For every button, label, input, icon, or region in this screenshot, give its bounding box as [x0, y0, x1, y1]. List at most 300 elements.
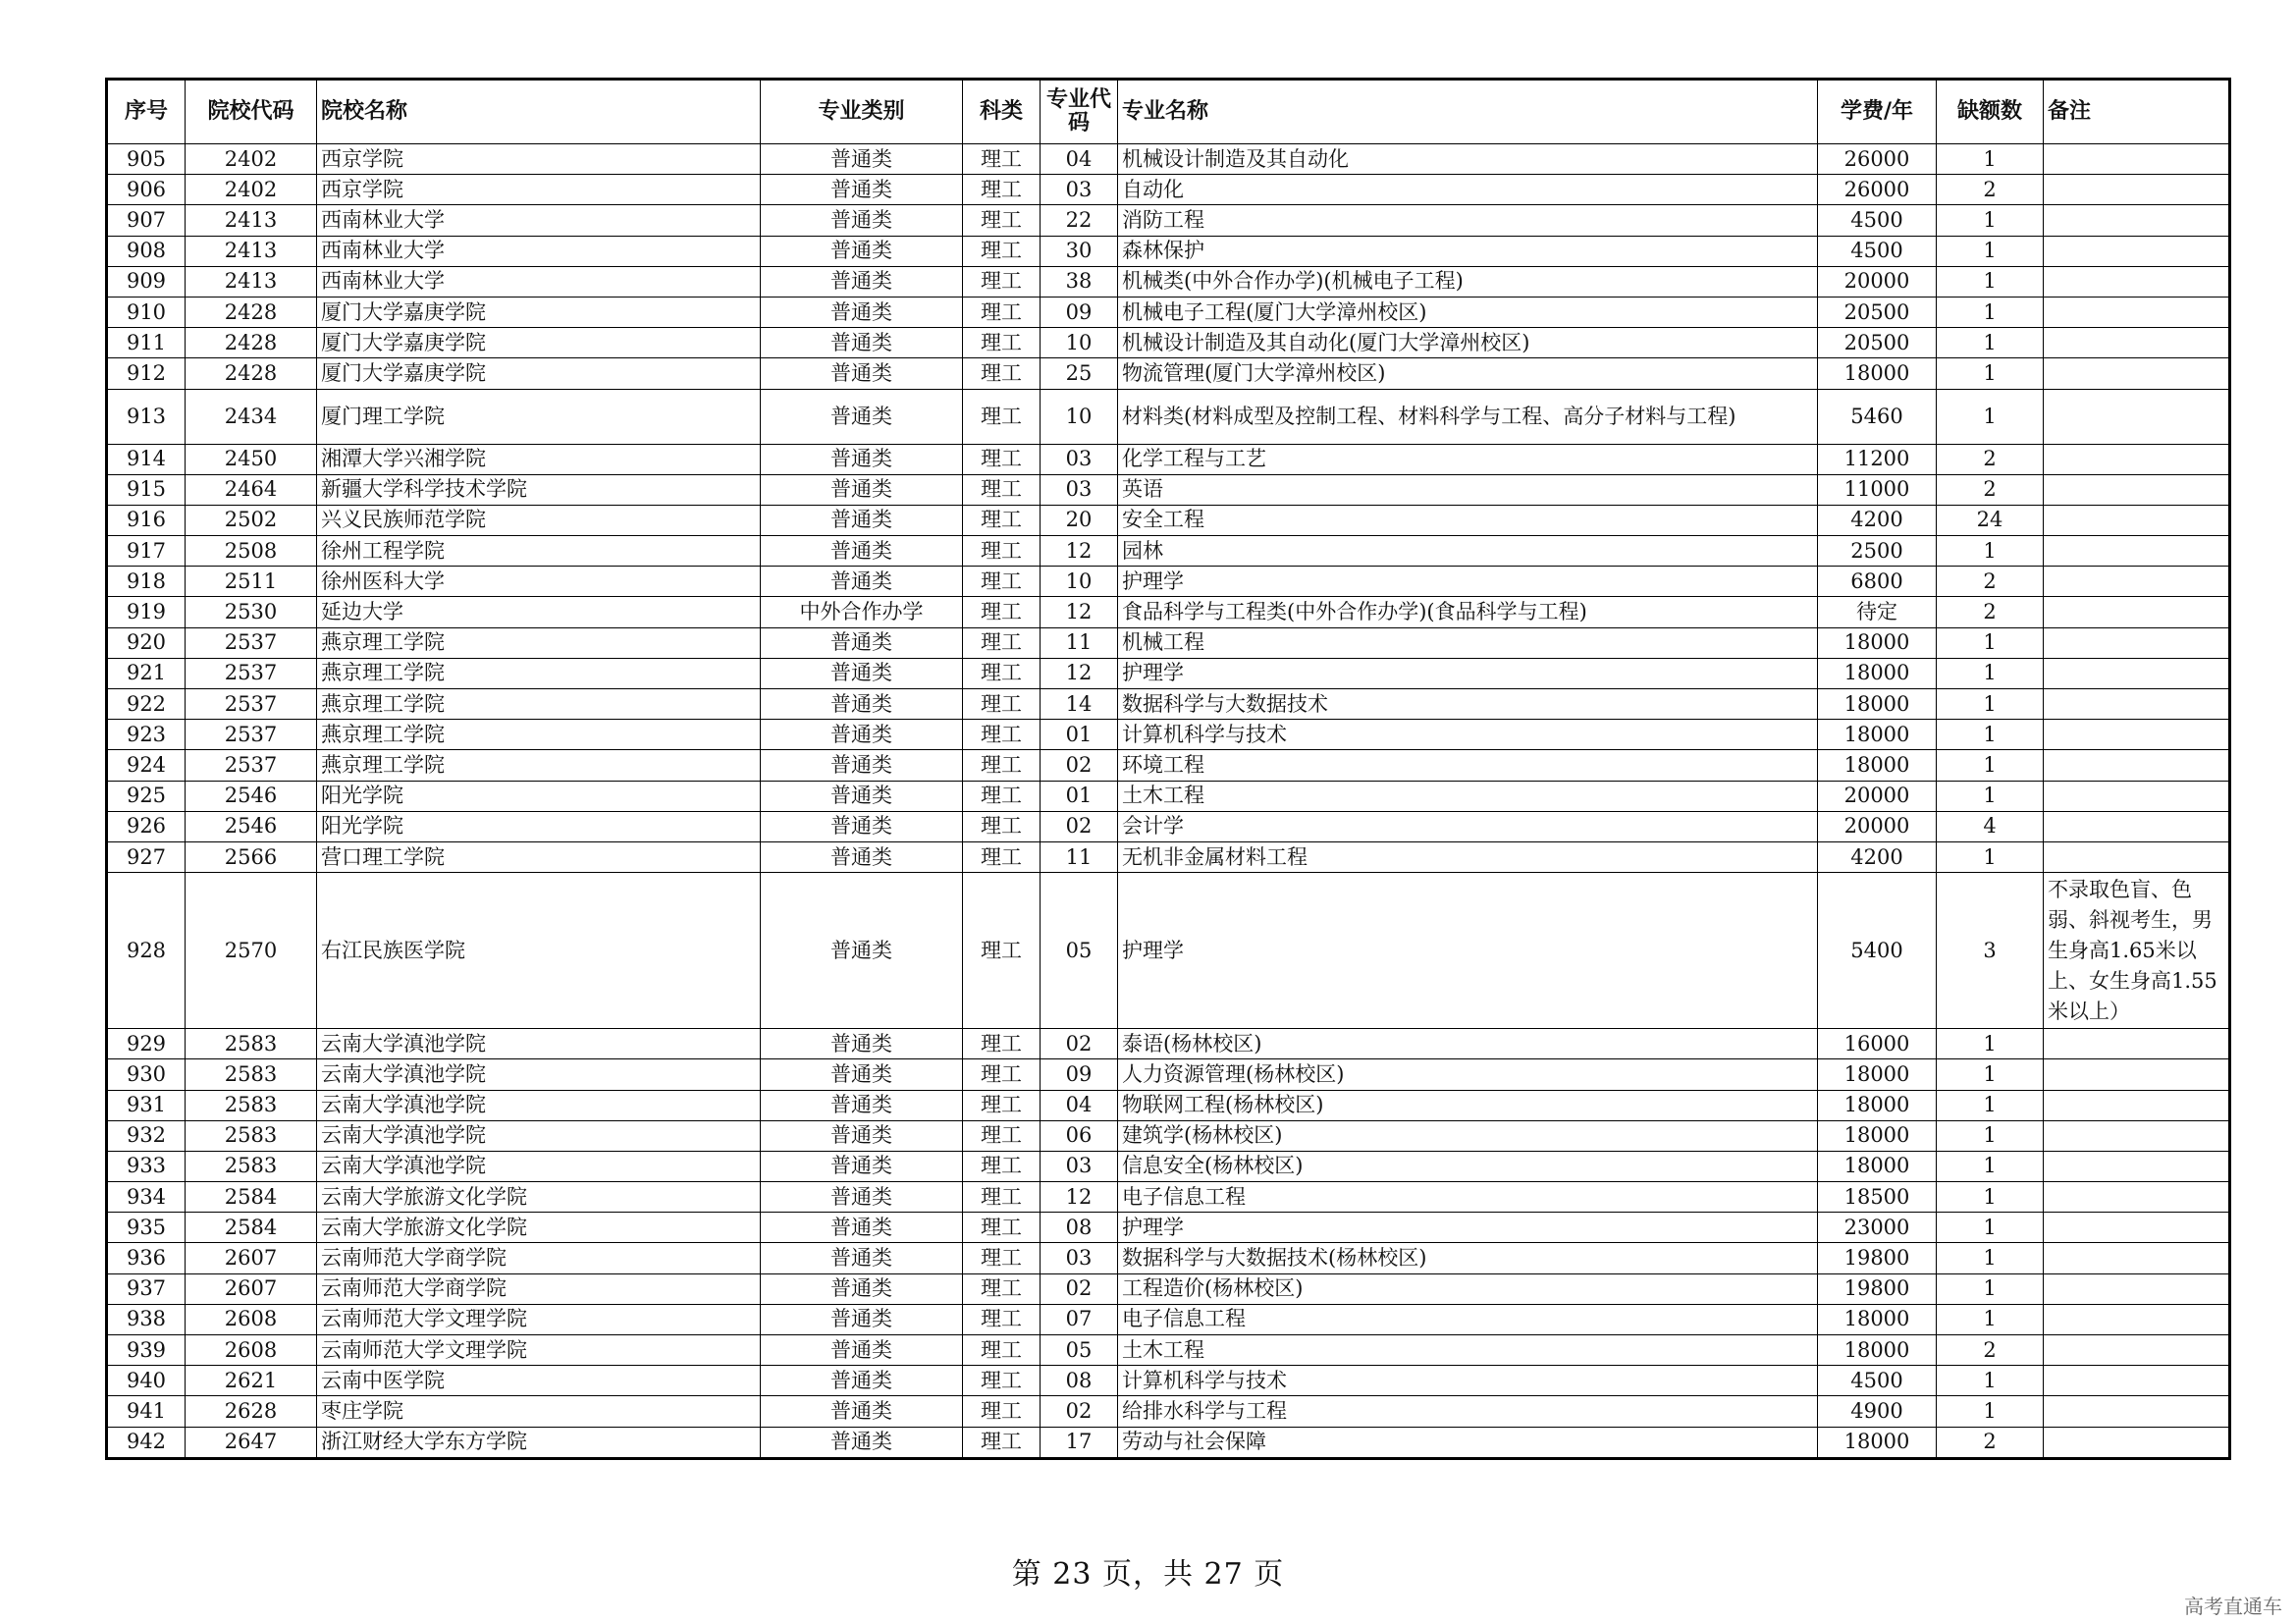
table-row: [107, 750, 2230, 781]
cell-major-name: 化学工程与工艺: [1118, 444, 1818, 474]
cell-major-code: 02: [1041, 750, 1118, 781]
cell-remarks: [2044, 811, 2230, 841]
cell-remarks: [2044, 1182, 2230, 1213]
cell-major-name: 材料类(材料成型及控制工程、材料科学与工程、高分子材料与工程): [1118, 389, 1818, 444]
cell-school-name: 西京学院: [317, 175, 761, 205]
cell-major-category: 普通类: [761, 689, 963, 720]
cell-school-code: 2628: [186, 1396, 317, 1427]
cell-major-name: 机械电子工程(厦门大学漳州校区): [1118, 297, 1818, 327]
table-row: [107, 297, 2230, 327]
cell-vacancies: 1: [1937, 1090, 2044, 1120]
cell-vacancies: 1: [1937, 297, 2044, 327]
cell-vacancies: 4: [1937, 811, 2044, 841]
cell-subject-type: 理工: [963, 1427, 1041, 1458]
cell-remarks: [2044, 841, 2230, 872]
cell-remarks: [2044, 1366, 2230, 1396]
table-row: [107, 1273, 2230, 1304]
cell-major-code: 12: [1041, 658, 1118, 688]
cell-major-name: 计算机科学与技术: [1118, 1366, 1818, 1396]
cell-major-code: 30: [1041, 236, 1118, 266]
cell-school-name: 浙江财经大学东方学院: [317, 1427, 761, 1458]
cell-major-category: 普通类: [761, 1213, 963, 1243]
cell-major-category: 普通类: [761, 1366, 963, 1396]
cell-row-index: 942: [107, 1427, 186, 1458]
header-row: [107, 80, 2230, 144]
cell-school-name: 燕京理工学院: [317, 658, 761, 688]
cell-major-name: 物联网工程(杨林校区): [1118, 1090, 1818, 1120]
cell-tuition: 5460: [1818, 389, 1937, 444]
cell-school-code: 2511: [186, 567, 317, 597]
cell-school-name: 徐州工程学院: [317, 536, 761, 567]
cell-subject-type: 理工: [963, 750, 1041, 781]
cell-row-index: 935: [107, 1213, 186, 1243]
watermark-text: 高考直通车: [2184, 1595, 2282, 1618]
cell-major-code: 11: [1041, 841, 1118, 872]
cell-row-index: 907: [107, 205, 186, 236]
header-vacancies: 缺额数: [1937, 80, 2044, 144]
cell-row-index: 928: [107, 873, 186, 1029]
cell-tuition: 4900: [1818, 1396, 1937, 1427]
cell-vacancies: 1: [1937, 1273, 2044, 1304]
cell-major-category: 普通类: [761, 1335, 963, 1366]
cell-school-name: 营口理工学院: [317, 841, 761, 872]
cell-subject-type: 理工: [963, 658, 1041, 688]
cell-tuition: 4500: [1818, 236, 1937, 266]
cell-row-index: 921: [107, 658, 186, 688]
cell-school-code: 2508: [186, 536, 317, 567]
cell-major-name: 机械设计制造及其自动化(厦门大学漳州校区): [1118, 328, 1818, 358]
cell-remarks: [2044, 205, 2230, 236]
cell-row-index: 919: [107, 597, 186, 627]
cell-major-code: 08: [1041, 1366, 1118, 1396]
cell-row-index: 911: [107, 328, 186, 358]
cell-major-name: 工程造价(杨林校区): [1118, 1273, 1818, 1304]
cell-tuition: 4200: [1818, 505, 1937, 535]
cell-major-code: 12: [1041, 536, 1118, 567]
cell-subject-type: 理工: [963, 205, 1041, 236]
cell-major-category: 普通类: [761, 1151, 963, 1181]
cell-school-code: 2502: [186, 505, 317, 535]
cell-subject-type: 理工: [963, 1120, 1041, 1151]
cell-row-index: 925: [107, 781, 186, 811]
table-row: [107, 1090, 2230, 1120]
cell-school-code: 2621: [186, 1366, 317, 1396]
table-body: [107, 144, 2230, 1459]
cell-tuition: 18000: [1818, 1335, 1937, 1366]
cell-tuition: 18000: [1818, 1090, 1937, 1120]
cell-major-category: 普通类: [761, 266, 963, 297]
cell-school-code: 2530: [186, 597, 317, 627]
cell-vacancies: 1: [1937, 1366, 2044, 1396]
cell-subject-type: 理工: [963, 1396, 1041, 1427]
cell-major-category: 普通类: [761, 444, 963, 474]
cell-major-code: 03: [1041, 474, 1118, 505]
cell-row-index: 924: [107, 750, 186, 781]
cell-vacancies: 1: [1937, 144, 2044, 175]
cell-remarks: [2044, 358, 2230, 389]
cell-major-name: 护理学: [1118, 658, 1818, 688]
header-index: 序号: [107, 80, 186, 144]
cell-major-code: 12: [1041, 1182, 1118, 1213]
cell-vacancies: 1: [1937, 1151, 2044, 1181]
cell-tuition: 4500: [1818, 1366, 1937, 1396]
cell-subject-type: 理工: [963, 689, 1041, 720]
cell-row-index: 927: [107, 841, 186, 872]
cell-vacancies: 2: [1937, 597, 2044, 627]
cell-remarks: [2044, 1059, 2230, 1090]
cell-row-index: 926: [107, 811, 186, 841]
cell-school-name: 湘潭大学兴湘学院: [317, 444, 761, 474]
cell-school-name: 燕京理工学院: [317, 627, 761, 658]
cell-remarks: [2044, 1427, 2230, 1458]
cell-major-code: 20: [1041, 505, 1118, 535]
cell-major-category: 普通类: [761, 505, 963, 535]
cell-major-name: 土木工程: [1118, 781, 1818, 811]
cell-subject-type: 理工: [963, 1151, 1041, 1181]
cell-subject-type: 理工: [963, 781, 1041, 811]
cell-school-name: 兴义民族师范学院: [317, 505, 761, 535]
cell-row-index: 912: [107, 358, 186, 389]
cell-major-name: 机械工程: [1118, 627, 1818, 658]
cell-major-name: 园林: [1118, 536, 1818, 567]
cell-row-index: 915: [107, 474, 186, 505]
cell-tuition: 20500: [1818, 328, 1937, 358]
cell-remarks: [2044, 689, 2230, 720]
cell-school-name: 西南林业大学: [317, 266, 761, 297]
header-subject-type: 科类: [963, 80, 1041, 144]
cell-major-category: 普通类: [761, 144, 963, 175]
cell-subject-type: 理工: [963, 474, 1041, 505]
cell-major-code: 17: [1041, 1427, 1118, 1458]
cell-major-code: 03: [1041, 1151, 1118, 1181]
cell-vacancies: 2: [1937, 175, 2044, 205]
cell-major-code: 22: [1041, 205, 1118, 236]
cell-tuition: 4200: [1818, 841, 1937, 872]
cell-major-code: 10: [1041, 389, 1118, 444]
table-row: [107, 205, 2230, 236]
cell-major-category: 普通类: [761, 658, 963, 688]
cell-remarks: [2044, 1090, 2230, 1120]
cell-subject-type: 理工: [963, 236, 1041, 266]
cell-row-index: 929: [107, 1029, 186, 1059]
cell-school-code: 2537: [186, 689, 317, 720]
cell-row-index: 933: [107, 1151, 186, 1181]
cell-subject-type: 理工: [963, 444, 1041, 474]
cell-major-category: 普通类: [761, 841, 963, 872]
cell-major-category: 普通类: [761, 389, 963, 444]
cell-major-name: 消防工程: [1118, 205, 1818, 236]
table-row: [107, 1396, 2230, 1427]
header-remarks: 备注: [2044, 80, 2230, 144]
cell-school-name: 阳光学院: [317, 811, 761, 841]
cell-major-category: 普通类: [761, 328, 963, 358]
cell-major-name: 环境工程: [1118, 750, 1818, 781]
cell-tuition: 待定: [1818, 597, 1937, 627]
cell-vacancies: 1: [1937, 266, 2044, 297]
cell-school-name: 阳光学院: [317, 781, 761, 811]
cell-major-code: 11: [1041, 627, 1118, 658]
cell-major-name: 劳动与社会保障: [1118, 1427, 1818, 1458]
cell-school-code: 2583: [186, 1090, 317, 1120]
cell-row-index: 930: [107, 1059, 186, 1090]
cell-row-index: 916: [107, 505, 186, 535]
cell-subject-type: 理工: [963, 597, 1041, 627]
cell-vacancies: 1: [1937, 1059, 2044, 1090]
cell-major-category: 普通类: [761, 1243, 963, 1273]
cell-remarks: [2044, 474, 2230, 505]
cell-remarks: [2044, 297, 2230, 327]
cell-subject-type: 理工: [963, 175, 1041, 205]
cell-vacancies: 1: [1937, 205, 2044, 236]
cell-major-category: 普通类: [761, 1273, 963, 1304]
table-row: [107, 873, 2230, 1029]
cell-major-category: 普通类: [761, 1090, 963, 1120]
cell-subject-type: 理工: [963, 1090, 1041, 1120]
cell-school-code: 2413: [186, 266, 317, 297]
cell-remarks: [2044, 658, 2230, 688]
cell-major-category: 普通类: [761, 781, 963, 811]
cell-vacancies: 1: [1937, 389, 2044, 444]
table-row: [107, 444, 2230, 474]
cell-major-category: 普通类: [761, 1304, 963, 1334]
cell-school-code: 2537: [186, 658, 317, 688]
cell-tuition: 18000: [1818, 1120, 1937, 1151]
cell-vacancies: 2: [1937, 1427, 2044, 1458]
header-tuition: 学费/年: [1818, 80, 1937, 144]
cell-tuition: 11200: [1818, 444, 1937, 474]
cell-school-name: 厦门大学嘉庚学院: [317, 358, 761, 389]
cell-remarks: [2044, 144, 2230, 175]
cell-vacancies: 1: [1937, 781, 2044, 811]
cell-school-name: 云南师范大学文理学院: [317, 1335, 761, 1366]
table-row: [107, 597, 2230, 627]
cell-school-name: 新疆大学科学技术学院: [317, 474, 761, 505]
cell-vacancies: 1: [1937, 1304, 2044, 1334]
cell-school-code: 2537: [186, 627, 317, 658]
cell-remarks: [2044, 1243, 2230, 1273]
cell-major-name: 泰语(杨林校区): [1118, 1029, 1818, 1059]
cell-subject-type: 理工: [963, 505, 1041, 535]
cell-school-name: 云南大学旅游文化学院: [317, 1213, 761, 1243]
cell-remarks: [2044, 567, 2230, 597]
cell-row-index: 937: [107, 1273, 186, 1304]
cell-subject-type: 理工: [963, 1243, 1041, 1273]
cell-major-category: 普通类: [761, 1427, 963, 1458]
cell-major-name: 森林保护: [1118, 236, 1818, 266]
admission-table: [105, 78, 2231, 1460]
cell-major-category: 普通类: [761, 1059, 963, 1090]
table-row: [107, 1366, 2230, 1396]
cell-major-name: 建筑学(杨林校区): [1118, 1120, 1818, 1151]
cell-major-code: 02: [1041, 811, 1118, 841]
cell-major-category: 普通类: [761, 236, 963, 266]
cell-school-name: 云南大学滇池学院: [317, 1029, 761, 1059]
cell-tuition: 19800: [1818, 1243, 1937, 1273]
cell-major-code: 01: [1041, 720, 1118, 750]
cell-school-name: 枣庄学院: [317, 1396, 761, 1427]
cell-school-name: 厦门理工学院: [317, 389, 761, 444]
cell-remarks: [2044, 444, 2230, 474]
cell-major-name: 会计学: [1118, 811, 1818, 841]
cell-subject-type: 理工: [963, 1335, 1041, 1366]
cell-school-name: 西南林业大学: [317, 205, 761, 236]
cell-major-name: 电子信息工程: [1118, 1304, 1818, 1334]
table-row: [107, 1213, 2230, 1243]
cell-major-name: 安全工程: [1118, 505, 1818, 535]
cell-school-code: 2583: [186, 1059, 317, 1090]
cell-remarks: [2044, 389, 2230, 444]
cell-row-index: 940: [107, 1366, 186, 1396]
table-row: [107, 1427, 2230, 1458]
cell-remarks: [2044, 536, 2230, 567]
cell-subject-type: 理工: [963, 1059, 1041, 1090]
cell-major-code: 25: [1041, 358, 1118, 389]
cell-tuition: 18000: [1818, 1427, 1937, 1458]
cell-major-code: 02: [1041, 1273, 1118, 1304]
cell-major-name: 数据科学与大数据技术: [1118, 689, 1818, 720]
cell-major-code: 03: [1041, 175, 1118, 205]
cell-major-name: 信息安全(杨林校区): [1118, 1151, 1818, 1181]
cell-school-code: 2428: [186, 328, 317, 358]
cell-school-name: 云南师范大学文理学院: [317, 1304, 761, 1334]
cell-major-name: 食品科学与工程类(中外合作办学)(食品科学与工程): [1118, 597, 1818, 627]
cell-major-category: 普通类: [761, 1182, 963, 1213]
table-row: [107, 658, 2230, 688]
cell-major-category: 普通类: [761, 1029, 963, 1059]
cell-major-code: 12: [1041, 597, 1118, 627]
cell-subject-type: 理工: [963, 627, 1041, 658]
cell-major-code: 05: [1041, 1335, 1118, 1366]
cell-tuition: 5400: [1818, 873, 1937, 1029]
cell-remarks: 不录取色盲、色弱、斜视考生，男生身高1.65米以上、女生身高1.55米以上）: [2044, 873, 2230, 1029]
cell-school-name: 云南大学滇池学院: [317, 1090, 761, 1120]
cell-remarks: [2044, 750, 2230, 781]
table-row: [107, 1151, 2230, 1181]
cell-vacancies: 1: [1937, 689, 2044, 720]
cell-school-code: 2537: [186, 720, 317, 750]
cell-major-name: 英语: [1118, 474, 1818, 505]
cell-school-name: 燕京理工学院: [317, 720, 761, 750]
cell-school-code: 2450: [186, 444, 317, 474]
cell-major-code: 04: [1041, 1090, 1118, 1120]
cell-school-code: 2647: [186, 1427, 317, 1458]
cell-major-category: 普通类: [761, 474, 963, 505]
cell-school-name: 燕京理工学院: [317, 689, 761, 720]
cell-school-name: 云南师范大学商学院: [317, 1243, 761, 1273]
cell-school-name: 燕京理工学院: [317, 750, 761, 781]
cell-school-name: 云南大学旅游文化学院: [317, 1182, 761, 1213]
cell-major-code: 06: [1041, 1120, 1118, 1151]
cell-school-code: 2607: [186, 1243, 317, 1273]
cell-remarks: [2044, 505, 2230, 535]
cell-remarks: [2044, 1213, 2230, 1243]
cell-remarks: [2044, 1396, 2230, 1427]
cell-school-code: 2413: [186, 236, 317, 266]
cell-subject-type: 理工: [963, 144, 1041, 175]
table-row: [107, 1120, 2230, 1151]
cell-major-code: 08: [1041, 1213, 1118, 1243]
table-row: [107, 236, 2230, 266]
table-row: [107, 474, 2230, 505]
cell-school-code: 2608: [186, 1304, 317, 1334]
cell-school-name: 厦门大学嘉庚学院: [317, 297, 761, 327]
cell-major-name: 护理学: [1118, 567, 1818, 597]
cell-school-code: 2583: [186, 1120, 317, 1151]
table-row: [107, 1059, 2230, 1090]
cell-major-code: 09: [1041, 297, 1118, 327]
cell-row-index: 906: [107, 175, 186, 205]
table-row: [107, 1182, 2230, 1213]
table-row: [107, 1029, 2230, 1059]
cell-major-name: 数据科学与大数据技术(杨林校区): [1118, 1243, 1818, 1273]
cell-major-category: 普通类: [761, 873, 963, 1029]
cell-school-name: 徐州医科大学: [317, 567, 761, 597]
cell-school-code: 2608: [186, 1335, 317, 1366]
cell-tuition: 23000: [1818, 1213, 1937, 1243]
cell-school-code: 2428: [186, 358, 317, 389]
cell-major-category: 普通类: [761, 536, 963, 567]
table-row: [107, 389, 2230, 444]
cell-tuition: 18000: [1818, 750, 1937, 781]
cell-school-code: 2546: [186, 781, 317, 811]
cell-school-code: 2402: [186, 144, 317, 175]
cell-school-code: 2583: [186, 1029, 317, 1059]
table-row: [107, 144, 2230, 175]
cell-major-category: 普通类: [761, 811, 963, 841]
cell-subject-type: 理工: [963, 1213, 1041, 1243]
cell-vacancies: 1: [1937, 841, 2044, 872]
cell-remarks: [2044, 175, 2230, 205]
cell-remarks: [2044, 328, 2230, 358]
cell-subject-type: 理工: [963, 536, 1041, 567]
cell-vacancies: 24: [1937, 505, 2044, 535]
cell-row-index: 909: [107, 266, 186, 297]
cell-major-name: 物流管理(厦门大学漳州校区): [1118, 358, 1818, 389]
cell-school-code: 2546: [186, 811, 317, 841]
cell-vacancies: 2: [1937, 1335, 2044, 1366]
cell-major-code: 07: [1041, 1304, 1118, 1334]
cell-row-index: 914: [107, 444, 186, 474]
cell-major-code: 01: [1041, 781, 1118, 811]
cell-subject-type: 理工: [963, 841, 1041, 872]
cell-tuition: 6800: [1818, 567, 1937, 597]
table-row: [107, 1304, 2230, 1334]
cell-major-code: 03: [1041, 444, 1118, 474]
cell-school-name: 西京学院: [317, 144, 761, 175]
cell-school-name: 右江民族医学院: [317, 873, 761, 1029]
cell-tuition: 16000: [1818, 1029, 1937, 1059]
page-number: 第 23 页，共 27 页: [1011, 1557, 1285, 1592]
cell-row-index: 922: [107, 689, 186, 720]
cell-major-category: 普通类: [761, 358, 963, 389]
cell-school-code: 2607: [186, 1273, 317, 1304]
cell-subject-type: 理工: [963, 1029, 1041, 1059]
header-major-name: 专业名称: [1118, 80, 1818, 144]
cell-school-name: 云南大学滇池学院: [317, 1120, 761, 1151]
table-row: [107, 627, 2230, 658]
cell-remarks: [2044, 720, 2230, 750]
cell-tuition: 18000: [1818, 1151, 1937, 1181]
cell-vacancies: 2: [1937, 474, 2044, 505]
table-row: [107, 841, 2230, 872]
cell-school-name: 厦门大学嘉庚学院: [317, 328, 761, 358]
cell-row-index: 917: [107, 536, 186, 567]
cell-school-code: 2434: [186, 389, 317, 444]
cell-school-code: 2428: [186, 297, 317, 327]
cell-vacancies: 2: [1937, 567, 2044, 597]
cell-major-code: 02: [1041, 1396, 1118, 1427]
cell-vacancies: 1: [1937, 536, 2044, 567]
